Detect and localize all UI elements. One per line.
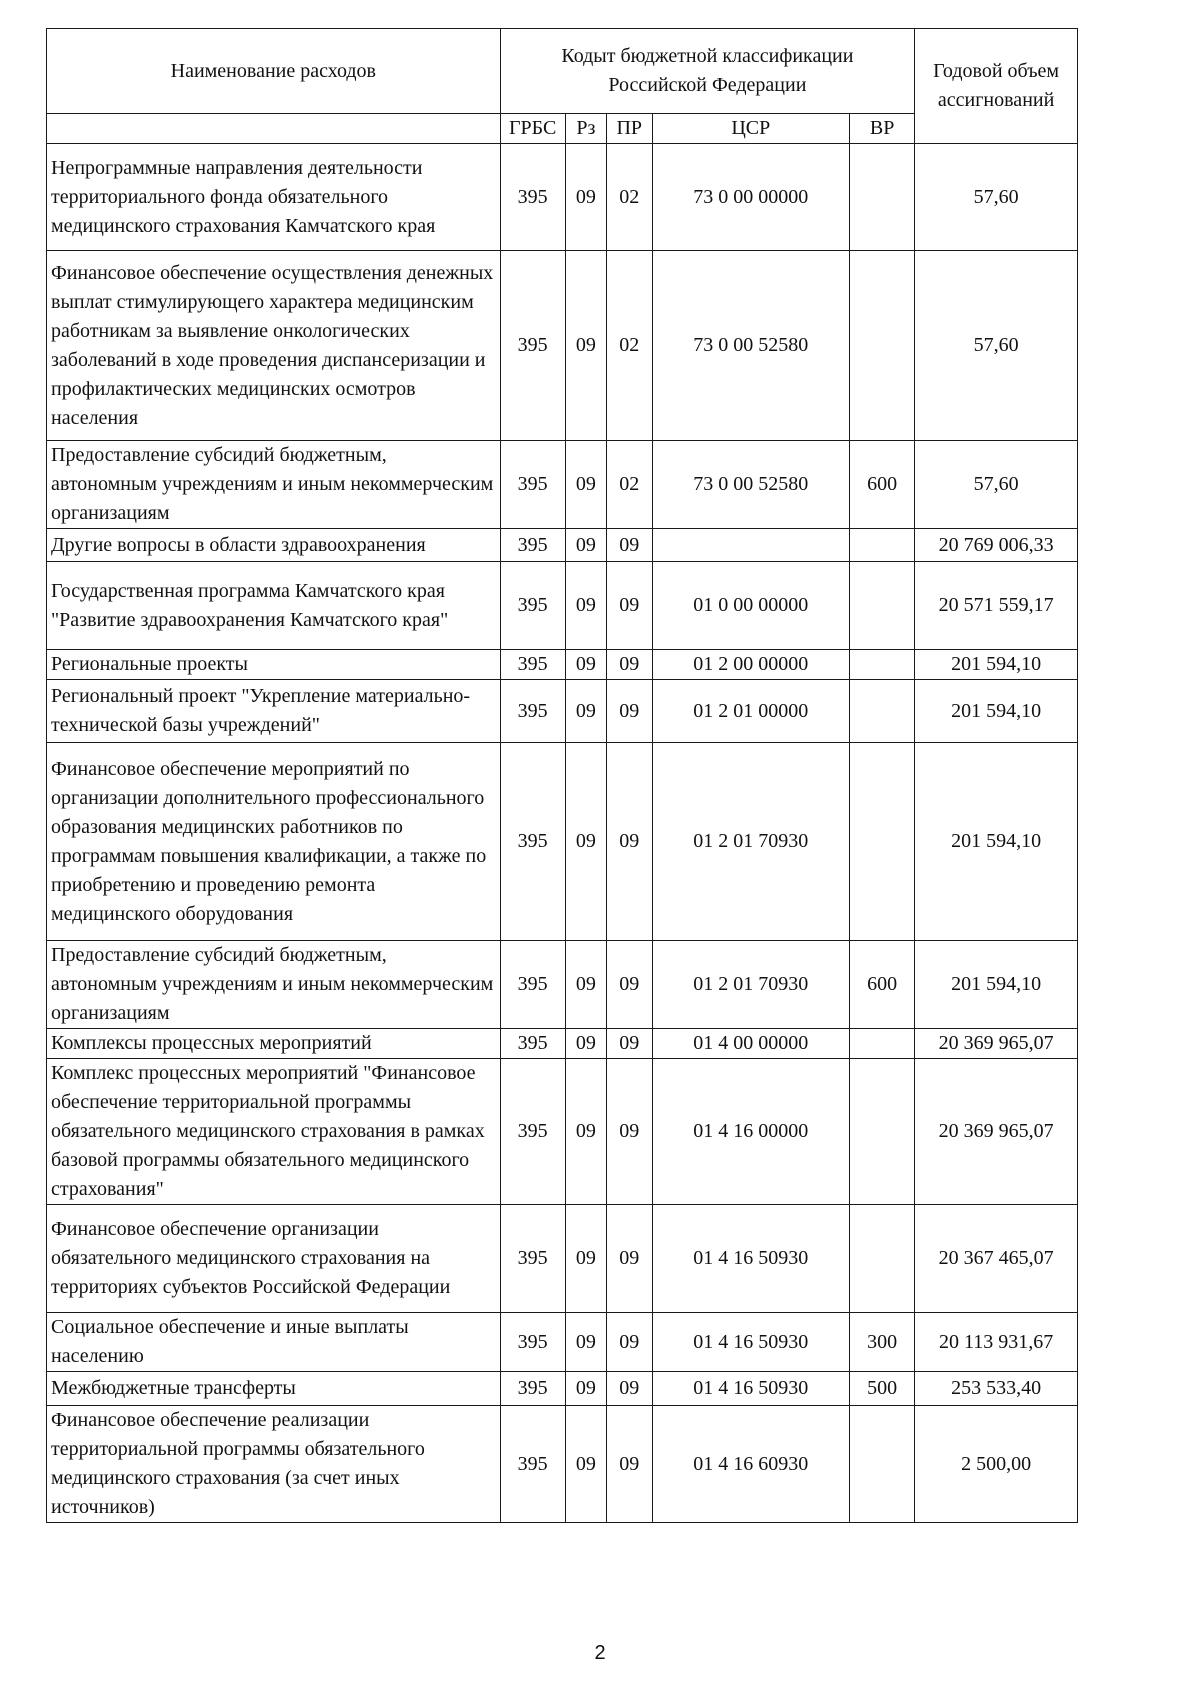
row-grbs: 395 <box>500 529 565 562</box>
row-name: Комплексы процессных мероприятий <box>47 1029 501 1059</box>
row-rz: 09 <box>565 941 606 1029</box>
table-row <box>47 1029 1078 1059</box>
row-csr: 01 4 16 50930 <box>652 1372 850 1406</box>
header-vr: ВР <box>850 114 915 144</box>
row-name: Другие вопросы в области здравоохранения <box>47 529 501 562</box>
row-rz: 09 <box>565 1029 606 1059</box>
table-row <box>47 251 1078 441</box>
table-row <box>47 1406 1078 1523</box>
row-amount: 2 500,00 <box>915 1406 1078 1523</box>
header-grbs: ГРБС <box>500 114 565 144</box>
row-pr: 02 <box>606 441 652 529</box>
row-rz: 09 <box>565 1406 606 1523</box>
row-grbs: 395 <box>500 441 565 529</box>
row-amount: 20 113 931,67 <box>915 1313 1078 1372</box>
row-rz: 09 <box>565 1205 606 1313</box>
row-rz: 09 <box>565 743 606 941</box>
table-row <box>47 144 1078 251</box>
row-amount: 57,60 <box>915 251 1078 441</box>
row-vr <box>850 743 915 941</box>
row-amount: 201 594,10 <box>915 680 1078 743</box>
table-row <box>47 562 1078 650</box>
row-amount: 20 769 006,33 <box>915 529 1078 562</box>
table-row <box>47 1313 1078 1372</box>
row-pr: 09 <box>606 1029 652 1059</box>
row-rz: 09 <box>565 562 606 650</box>
header-name: Наименование расходов <box>47 29 501 114</box>
row-grbs: 395 <box>500 1313 565 1372</box>
row-csr: 01 4 16 50930 <box>652 1205 850 1313</box>
row-amount: 201 594,10 <box>915 941 1078 1029</box>
row-csr <box>652 529 850 562</box>
row-grbs: 395 <box>500 562 565 650</box>
row-rz: 09 <box>565 1059 606 1205</box>
row-csr: 01 4 16 60930 <box>652 1406 850 1523</box>
row-name: Предоставление субсидий бюджетным, автономным учреждениям и иным некоммерческим организациям <box>47 441 501 529</box>
row-pr: 09 <box>606 1372 652 1406</box>
table-header <box>47 29 1078 144</box>
row-amount: 20 369 965,07 <box>915 1029 1078 1059</box>
row-vr <box>850 1406 915 1523</box>
table-row <box>47 441 1078 529</box>
row-vr: 500 <box>850 1372 915 1406</box>
row-vr <box>850 650 915 680</box>
row-grbs: 395 <box>500 1029 565 1059</box>
row-name: Финансовое обеспечение организации обязательного медицинского страхования на территориях субъектов Российской Федерации <box>47 1205 501 1313</box>
row-vr <box>850 144 915 251</box>
row-amount: 20 369 965,07 <box>915 1059 1078 1205</box>
row-grbs: 395 <box>500 650 565 680</box>
table-row <box>47 1372 1078 1406</box>
row-pr: 09 <box>606 529 652 562</box>
row-vr <box>850 529 915 562</box>
row-amount: 20 367 465,07 <box>915 1205 1078 1313</box>
header-row-top <box>47 29 1078 114</box>
table-row <box>47 680 1078 743</box>
row-vr <box>850 680 915 743</box>
row-grbs: 395 <box>500 1372 565 1406</box>
row-vr: 300 <box>850 1313 915 1372</box>
row-grbs: 395 <box>500 1059 565 1205</box>
row-rz: 09 <box>565 529 606 562</box>
row-name: Финансовое обеспечение мероприятий по организации дополнительного профессионального образования медицинских работников по программам повышения квалификации, а также по приобретению и проведению ремонта медицинского оборудования <box>47 743 501 941</box>
row-name: Финансовое обеспечение осуществления денежных выплат стимулирующего характера медицинским работникам за выявление онкологических заболеваний в ходе проведения диспансеризации и профилактических медицинских осмотров населения <box>47 251 501 441</box>
row-grbs: 395 <box>500 680 565 743</box>
row-csr: 73 0 00 52580 <box>652 441 850 529</box>
row-vr: 600 <box>850 941 915 1029</box>
row-name: Социальное обеспечение и иные выплаты населению <box>47 1313 501 1372</box>
row-grbs: 395 <box>500 1205 565 1313</box>
row-vr: 600 <box>850 441 915 529</box>
row-rz: 09 <box>565 144 606 251</box>
row-rz: 09 <box>565 251 606 441</box>
page-number: 2 <box>594 1642 606 1664</box>
row-rz: 09 <box>565 680 606 743</box>
row-rz: 09 <box>565 650 606 680</box>
header-rz: Рз <box>565 114 606 144</box>
row-pr: 02 <box>606 251 652 441</box>
row-vr <box>850 1205 915 1313</box>
row-csr: 01 2 01 70930 <box>652 743 850 941</box>
row-pr: 09 <box>606 1205 652 1313</box>
row-amount: 20 571 559,17 <box>915 562 1078 650</box>
header-codes-text: Кодыт бюджетной классификации Российской Федерации <box>561 45 854 96</box>
row-grbs: 395 <box>500 251 565 441</box>
row-csr: 01 4 16 00000 <box>652 1059 850 1205</box>
row-pr: 09 <box>606 1406 652 1523</box>
row-rz: 09 <box>565 1313 606 1372</box>
header-codes <box>500 29 915 114</box>
header-name-blank <box>47 114 501 144</box>
table-row <box>47 941 1078 1029</box>
table-row <box>47 529 1078 562</box>
row-vr <box>850 562 915 650</box>
row-csr: 01 0 00 00000 <box>652 562 850 650</box>
row-amount: 57,60 <box>915 144 1078 251</box>
table-row <box>47 1059 1078 1205</box>
row-grbs: 395 <box>500 941 565 1029</box>
table-body <box>47 144 1078 1523</box>
row-rz: 09 <box>565 441 606 529</box>
row-csr: 01 2 01 00000 <box>652 680 850 743</box>
row-pr: 09 <box>606 743 652 941</box>
row-csr: 01 4 00 00000 <box>652 1029 850 1059</box>
row-pr: 09 <box>606 680 652 743</box>
row-grbs: 395 <box>500 743 565 941</box>
row-csr: 01 2 01 70930 <box>652 941 850 1029</box>
row-name: Комплекс процессных мероприятий "Финансовое обеспечение территориальной программы обязательного медицинского страхования в рамках базовой программы обязательного медицинского страхования" <box>47 1059 501 1205</box>
header-annual-text: Годовой объем ассигнований <box>933 60 1060 111</box>
row-pr: 09 <box>606 1313 652 1372</box>
header-pr: ПР <box>606 114 652 144</box>
row-name: Региональный проект "Укрепление материально-технической базы учреждений" <box>47 680 501 743</box>
row-pr: 09 <box>606 941 652 1029</box>
header-annual <box>915 29 1078 144</box>
row-pr: 09 <box>606 1059 652 1205</box>
row-pr: 02 <box>606 144 652 251</box>
row-pr: 09 <box>606 650 652 680</box>
table-row <box>47 743 1078 941</box>
row-vr <box>850 251 915 441</box>
row-name: Непрограммные направления деятельности территориального фонда обязательного медицинского страхования Камчатского края <box>47 144 501 251</box>
row-csr: 01 4 16 50930 <box>652 1313 850 1372</box>
row-grbs: 395 <box>500 1406 565 1523</box>
row-amount: 201 594,10 <box>915 743 1078 941</box>
row-name: Региональные проекты <box>47 650 501 680</box>
budget-table <box>46 28 1078 1523</box>
row-name: Финансовое обеспечение реализации территориальной программы обязательного медицинского страхования (за счет иных источников) <box>47 1406 501 1523</box>
row-rz: 09 <box>565 1372 606 1406</box>
row-name: Предоставление субсидий бюджетным, автономным учреждениям и иным некоммерческим организациям <box>47 941 501 1029</box>
row-csr: 01 2 00 00000 <box>652 650 850 680</box>
header-csr: ЦСР <box>652 114 850 144</box>
row-amount: 57,60 <box>915 441 1078 529</box>
table-row <box>47 650 1078 680</box>
row-vr <box>850 1059 915 1205</box>
row-pr: 09 <box>606 562 652 650</box>
row-csr: 73 0 00 52580 <box>652 251 850 441</box>
row-vr <box>850 1029 915 1059</box>
row-amount: 201 594,10 <box>915 650 1078 680</box>
row-grbs: 395 <box>500 144 565 251</box>
row-amount: 253 533,40 <box>915 1372 1078 1406</box>
table-row <box>47 1205 1078 1313</box>
row-name: Государственная программа Камчатского края "Развитие здравоохранения Камчатского края" <box>47 562 501 650</box>
row-name: Межбюджетные трансферты <box>47 1372 501 1406</box>
row-csr: 73 0 00 00000 <box>652 144 850 251</box>
